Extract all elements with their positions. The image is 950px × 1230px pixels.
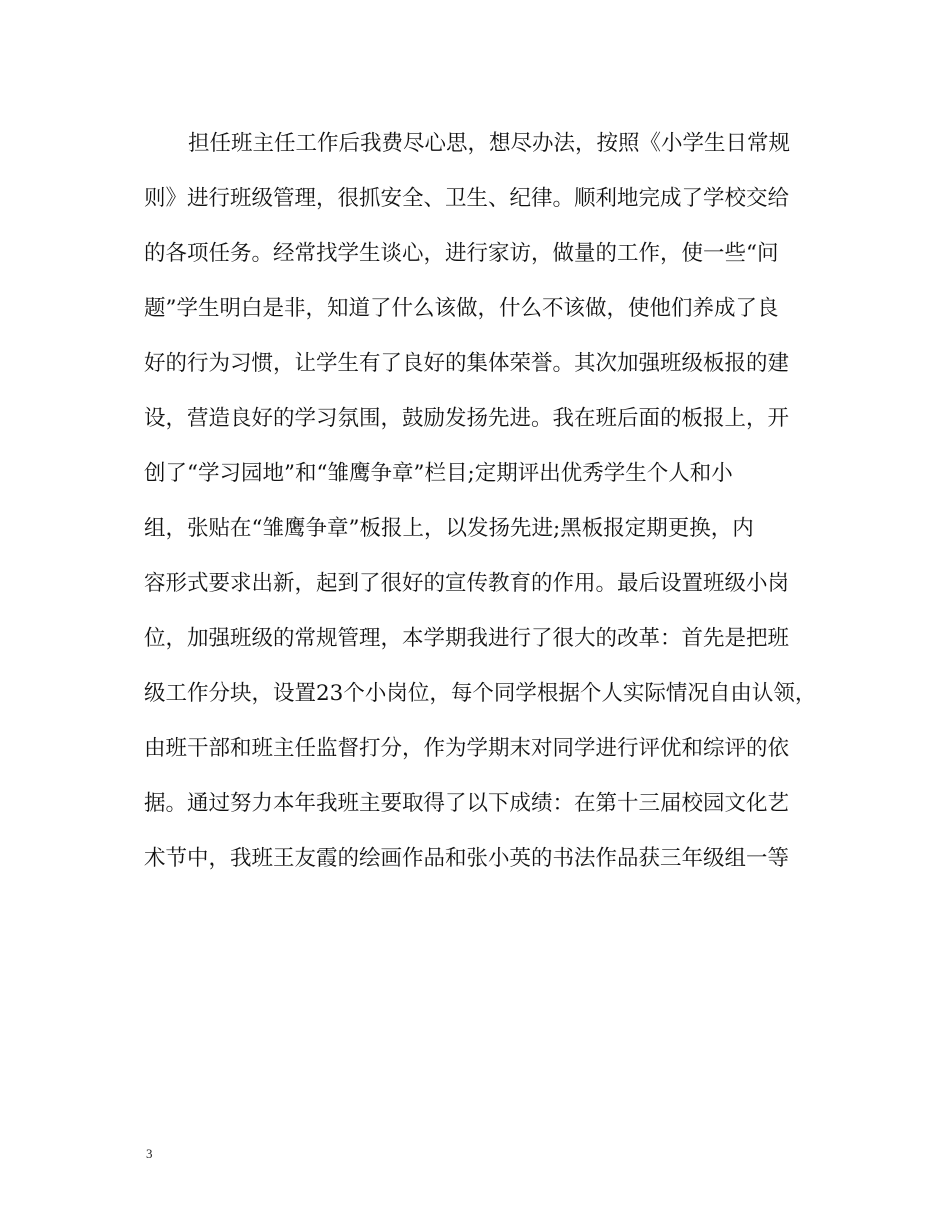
text-line: 担任班主任工作后我费尽心思，想尽办法，按照《小学生日常规 [188,131,791,156]
text-line: 据。通过努力本年我班主要取得了以下成绩：在第十三届校园文化艺 [144,791,790,816]
text-line: 由班干部和班主任监督打分，作为学期末对同学进行评优和综评的依 [144,736,790,761]
page-number: 3 [146,1146,153,1161]
body-paragraph [144,124,834,894]
text-line: 好的行为习惯，让学生有了良好的集体荣誉。其次加强班级板报的建 [144,351,790,376]
text-line: 术节中，我班王友霞的绘画作品和张小英的书法作品获三年级组一等 [144,846,790,871]
text-line: 容形式要求出新，起到了很好的宣传教育的作用。最后设置班级小岗 [144,571,790,596]
text-line: 组，张贴在“雏鹰争章”板报上，以发扬先进;黑板报定期更换，内 [144,516,754,541]
text-line: 位，加强班级的常规管理，本学期我进行了很大的改革：首先是把班 [144,626,790,651]
text-line: 创了“学习园地”和“雏鹰争章”栏目;定期评出优秀学生个人和小 [144,461,733,486]
text-line: 题”学生明白是非，知道了什么该做，什么不该做，使他们养成了良 [144,296,779,321]
text-line: 的各项任务。经常找学生谈心，进行家访，做量的工作，使一些“问 [144,241,779,266]
text-line: 设，营造良好的学习氛围，鼓励发扬先进。我在班后面的板报上，开 [144,406,790,431]
text-line: 则》进行班级管理，很抓安全、卫生、纪律。顺利地完成了学校交给 [144,186,790,211]
text-line: 级工作分块，设置23个小岗位，每个同学根据个人实际情况自由认领， [144,681,817,706]
